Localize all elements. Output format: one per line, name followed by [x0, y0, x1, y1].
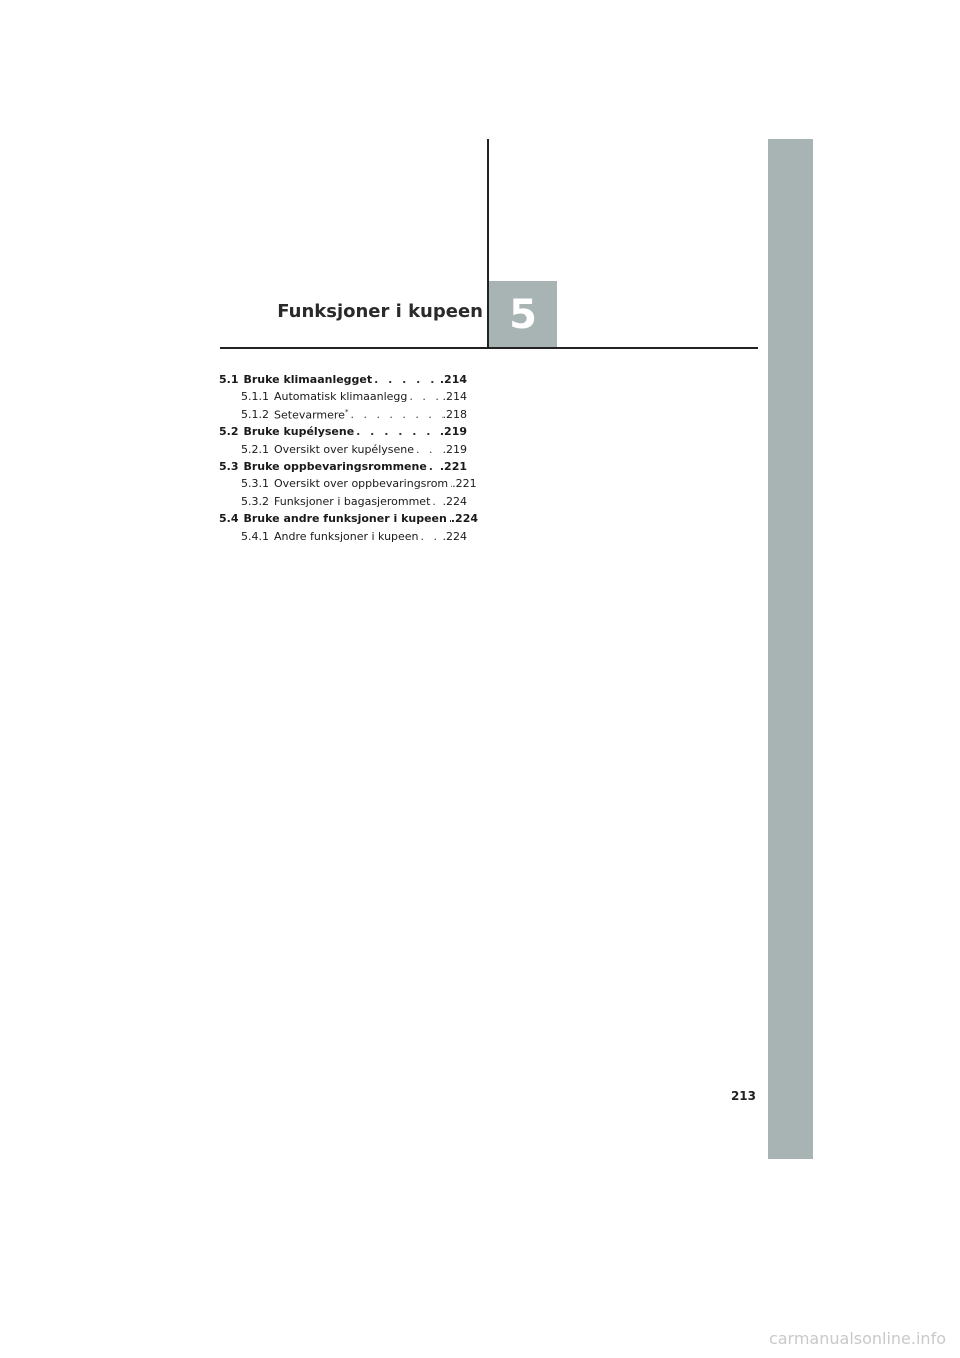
toc-entry-5-1[interactable]	[219, 373, 467, 390]
toc-entry-page: .214	[439, 373, 467, 386]
toc-entry-title	[274, 443, 414, 456]
toc-entry-title	[274, 495, 430, 508]
toc-entry-title-text: Bruke klimaanlegget	[243, 373, 373, 386]
toc-entry-title-text: Oversikt over oppbevaringsrom	[274, 477, 449, 491]
toc-entry-title	[274, 390, 407, 403]
table-of-contents	[219, 373, 478, 547]
toc-entry-5-3-2[interactable]	[219, 495, 467, 512]
toc-entry-5-1-1[interactable]	[219, 390, 467, 407]
toc-entry-page: .214	[442, 390, 467, 404]
chapter-side-tab	[768, 139, 813, 1159]
dot-leader	[427, 460, 440, 473]
toc-entry-page: .219	[439, 425, 467, 439]
toc-entry-5-4-1[interactable]	[219, 530, 467, 547]
toc-entry-5-1-2[interactable]	[219, 408, 467, 425]
toc-entry-number: 5.1.1	[241, 390, 269, 404]
toc-entry-number: 5.1.2	[241, 408, 269, 422]
toc-entry-title	[244, 373, 373, 386]
toc-entry-number: 5.3	[219, 459, 239, 473]
toc-entry-title-text: Andre funksjoner i kupeen	[274, 529, 419, 543]
watermark: carmanualsonline.info	[768, 1329, 946, 1348]
toc-entry-title	[244, 425, 355, 438]
toc-entry-title-text: Bruke oppbevaringsrommene	[243, 459, 427, 473]
toc-entry-page: .218	[442, 408, 467, 422]
dot-leader	[430, 495, 442, 508]
toc-entry-title-text: Bruke kupélysene	[243, 425, 355, 439]
toc-entry-5-3[interactable]	[219, 460, 467, 477]
toc-entry-page: .224	[450, 512, 478, 526]
toc-entry-number: 5.4	[219, 512, 239, 526]
toc-entry-page: .221	[439, 459, 467, 473]
toc-entry-title	[244, 460, 427, 473]
toc-entry-number: 5.1	[219, 373, 239, 386]
toc-entry-page: .221	[452, 477, 477, 491]
header-rule	[220, 347, 758, 349]
toc-entry-number: 5.3.1	[241, 477, 269, 491]
toc-entry-title-text: Setevarmere	[274, 408, 345, 422]
chapter-title: Funksjoner i kupeen	[277, 301, 483, 322]
toc-entry-5-4[interactable]	[219, 512, 478, 529]
toc-entry-5-2-1[interactable]	[219, 443, 467, 460]
dot-leader	[354, 425, 440, 438]
toc-entry-title-text: Oversikt over kupélysene	[274, 442, 415, 456]
chapter-number-box	[489, 281, 557, 348]
toc-entry-title	[274, 530, 419, 543]
toc-entry-title	[274, 408, 348, 422]
toc-entry-title	[274, 477, 448, 490]
dot-leader	[348, 408, 442, 421]
toc-entry-title-text: Funksjoner i bagasjerommet	[274, 494, 431, 508]
toc-entry-number: 5.3.2	[241, 494, 269, 508]
toc-entry-number: 5.4.1	[241, 529, 269, 543]
footnote-marker: *	[344, 407, 349, 416]
toc-entry-title	[244, 512, 447, 525]
dot-leader	[419, 530, 443, 543]
dot-leader	[372, 373, 440, 386]
toc-entry-number: 5.2	[219, 425, 239, 439]
dot-leader	[407, 390, 442, 403]
toc-entry-page: .224	[442, 494, 467, 508]
dot-leader	[414, 443, 442, 456]
toc-entry-5-2[interactable]	[219, 425, 467, 442]
toc-entry-title-text: Automatisk klimaanlegg	[274, 390, 408, 404]
toc-entry-page: .224	[442, 529, 467, 543]
toc-entry-page: .219	[442, 442, 467, 456]
page-number: 213	[730, 1089, 756, 1103]
toc-entry-number: 5.2.1	[241, 442, 269, 456]
chapter-number: 5	[509, 291, 537, 338]
toc-entry-title-text: Bruke andre funksjoner i kupeen	[243, 512, 447, 526]
toc-entry-5-3-1[interactable]	[219, 477, 477, 494]
